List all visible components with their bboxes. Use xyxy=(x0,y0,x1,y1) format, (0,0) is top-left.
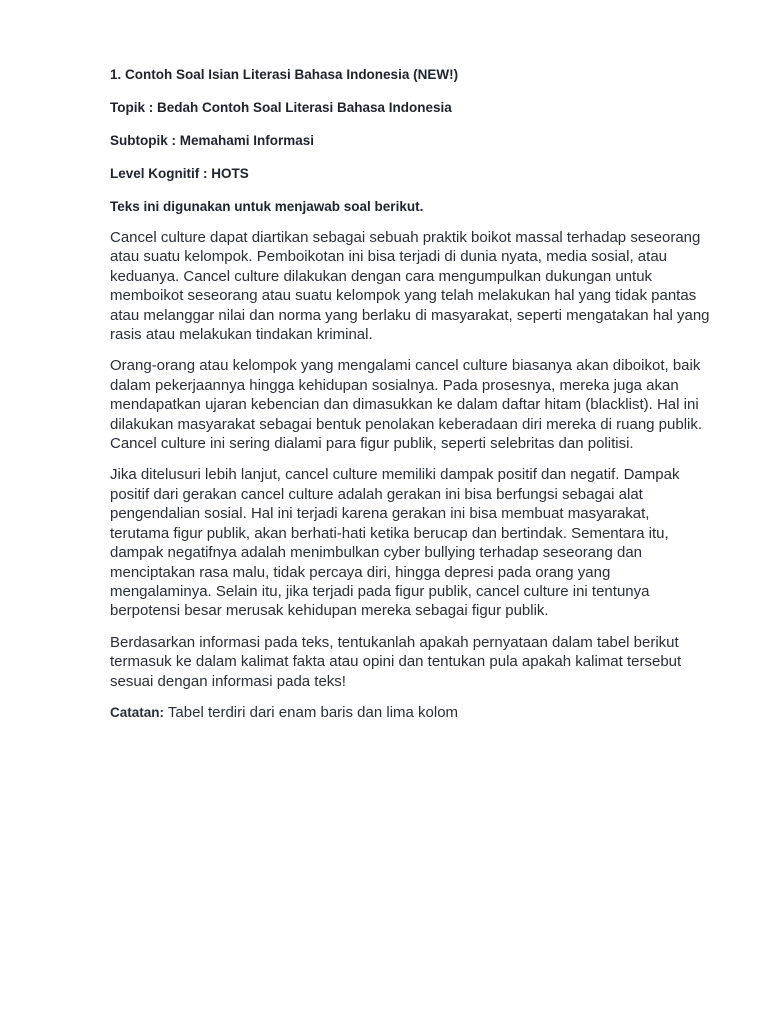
topic-line: Topik : Bedah Contoh Soal Literasi Bahasa Indonesia xyxy=(110,100,452,115)
subtopic-line: Subtopik : Memahami Informasi xyxy=(110,133,315,148)
document-title: 1. Contoh Soal Isian Literasi Bahasa Indonesia (NEW!) xyxy=(110,67,459,82)
note-line xyxy=(110,703,710,722)
note-label: Catatan: xyxy=(110,704,165,720)
document-page xyxy=(110,66,710,722)
cognitive-level-line: Level Kognitif : HOTS xyxy=(110,166,249,181)
paragraph-4: Berdasarkan informasi pada teks, tentukanlah apakah pernyataan dalam tabel berikut termasuk ke dalam kalimat fakta atau opini dan tentukan pula apakah kalimat tersebut sesuai dengan informasi pada teks! xyxy=(110,633,682,690)
intro-line: Teks ini digunakan untuk menjawab soal berikut. xyxy=(110,199,424,214)
paragraph-3: Jika ditelusuri lebih lanjut, cancel culture memiliki dampak positif dan negatif. Dampak positif dari gerakan cancel culture adalah gerakan ini bisa berfungsi sebagai alat pengendalian sosial. Hal ini terjadi karena gerakan ini bisa membuat masyarakat, terutama figur publik, akan berhati-hati ketika berucap dan bertindak. Sementara itu, dampak negatifnya adalah menimbulkan cyber bullying terhadap seseorang dan menciptakan rasa malu, tidak percaya diri, hingga depresi pada orang yang mengalaminya. Selain itu, jika terjadi pada figur publik, cancel culture ini tentunya berpotensi besar merusak kehidupan mereka sebagai figur publik. xyxy=(110,466,680,620)
paragraph-2: Orang-orang atau kelompok yang mengalami cancel culture biasanya akan diboikot, baik dalam pekerjaannya hingga kehidupan sosialnya. Pada prosesnya, mereka juga akan mendapatkan ujaran kebencian dan dimasukkan ke dalam daftar hitam (blacklist). Hal ini dilakukan masyarakat sebagai bentuk penolakan keberadaan diri mereka di ruang publik. Cancel culture ini sering dialami para figur publik, seperti selebritas dan politisi. xyxy=(110,357,703,453)
paragraph-1: Cancel culture dapat diartikan sebagai sebuah praktik boikot massal terhadap seseorang atau suatu kelompok. Pemboikotan ini bisa terjadi di dunia nyata, media sosial, atau keduanya. Cancel culture dilakukan dengan cara mengumpulkan dukungan untuk memboikot seseorang atau suatu kelompok yang telah melakukan hal yang tidak pantas atau melanggar nilai dan norma yang berlaku di masyarakat, seperti mengatakan hal yang rasis atau melakukan tindakan kriminal. xyxy=(110,229,710,344)
note-text: Tabel terdiri dari enam baris dan lima kolom xyxy=(167,703,459,721)
